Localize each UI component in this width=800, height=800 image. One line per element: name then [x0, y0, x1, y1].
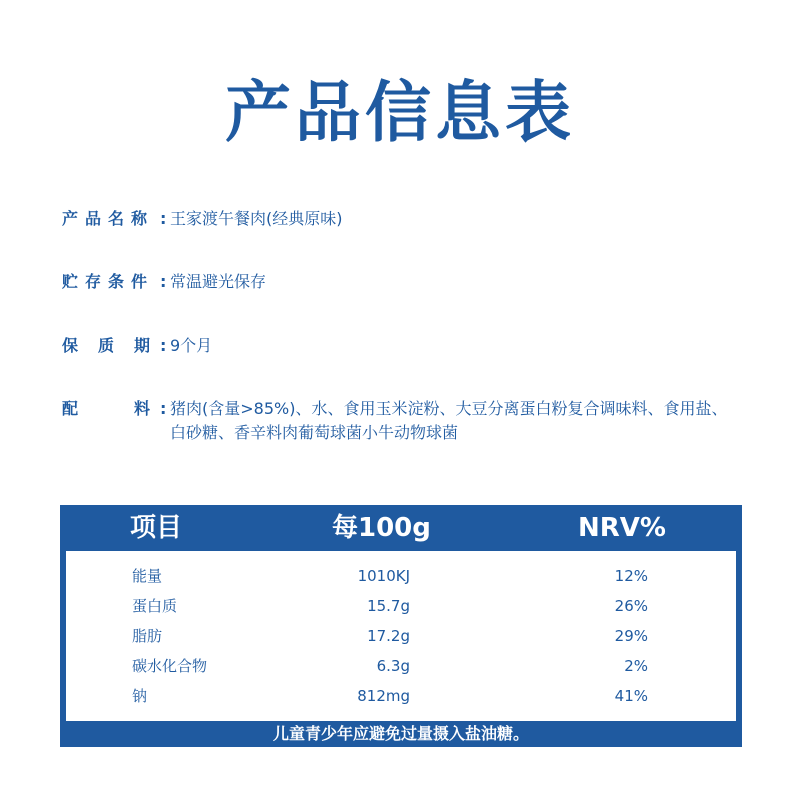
product-name-label: 产品名称: [62, 209, 155, 228]
ingredients-row: [62, 397, 742, 445]
nutrient-value: 812mg: [357, 687, 410, 705]
nutrient-nrv: 41%: [614, 687, 648, 705]
nutrient-name: 蛋白质: [132, 597, 178, 615]
product-name-sep: :: [160, 209, 167, 228]
nutrition-table: [60, 505, 742, 747]
nutrient-value: 15.7g: [367, 597, 410, 615]
table-row: [66, 591, 736, 621]
ingredients-label-char: 料: [133, 399, 150, 418]
nutrient-nrv: 12%: [614, 567, 648, 585]
ingredients-label: [62, 397, 160, 445]
nutrient-name: 钠: [132, 687, 148, 705]
storage-row: [62, 270, 742, 294]
page-title: 产品信息表: [225, 74, 575, 151]
table-row: [66, 621, 736, 651]
shelf-life-label: [62, 334, 160, 358]
storage-label: 贮存条件: [62, 272, 155, 291]
ingredients-value: 猪肉(含量>85%)、水、食用玉米淀粉、大豆分离蛋白粉复合调味料、食用盐、白砂糖、香辛料肉葡萄球菌小牛动物球菌: [170, 399, 728, 442]
nutrient-nrv: 29%: [614, 627, 648, 645]
nutrient-value: 6.3g: [376, 657, 410, 675]
nutrient-name: 碳水化合物: [132, 657, 208, 675]
nutrient-name: 脂肪: [132, 627, 163, 645]
shelf-life-label-char: 期: [133, 336, 150, 355]
nutrition-footer-note: 儿童青少年应避免过量摄入盐油糖。: [272, 724, 529, 743]
nutrition-table-body: [66, 551, 736, 721]
table-row: [66, 651, 736, 681]
header-item: 项目: [130, 513, 183, 543]
product-name-row: [62, 207, 742, 231]
storage-sep: :: [160, 272, 167, 291]
shelf-life-sep: :: [160, 336, 167, 355]
nutrition-table-header: [60, 505, 742, 551]
shelf-life-label-char: 质: [97, 336, 114, 355]
table-row: [66, 681, 736, 711]
product-name-value: 王家渡午餐肉(经典原味): [170, 209, 343, 228]
table-row: [66, 561, 736, 591]
shelf-life-value: 9个月: [170, 336, 213, 355]
nutrient-nrv: 26%: [614, 597, 648, 615]
nutrient-value: 1010KJ: [357, 567, 410, 585]
header-nrv: NRV%: [578, 513, 666, 543]
ingredients-sep: :: [160, 399, 167, 418]
storage-value: 常温避光保存: [170, 272, 267, 291]
ingredients-label-char: 配: [62, 399, 79, 418]
nutrient-value: 17.2g: [367, 627, 410, 645]
nutrient-name: 能量: [132, 567, 163, 585]
nutrient-nrv: 2%: [624, 657, 648, 675]
header-per-100g: 每100g: [332, 513, 431, 543]
shelf-life-label-char: 保: [62, 336, 79, 355]
shelf-life-row: [62, 334, 742, 358]
